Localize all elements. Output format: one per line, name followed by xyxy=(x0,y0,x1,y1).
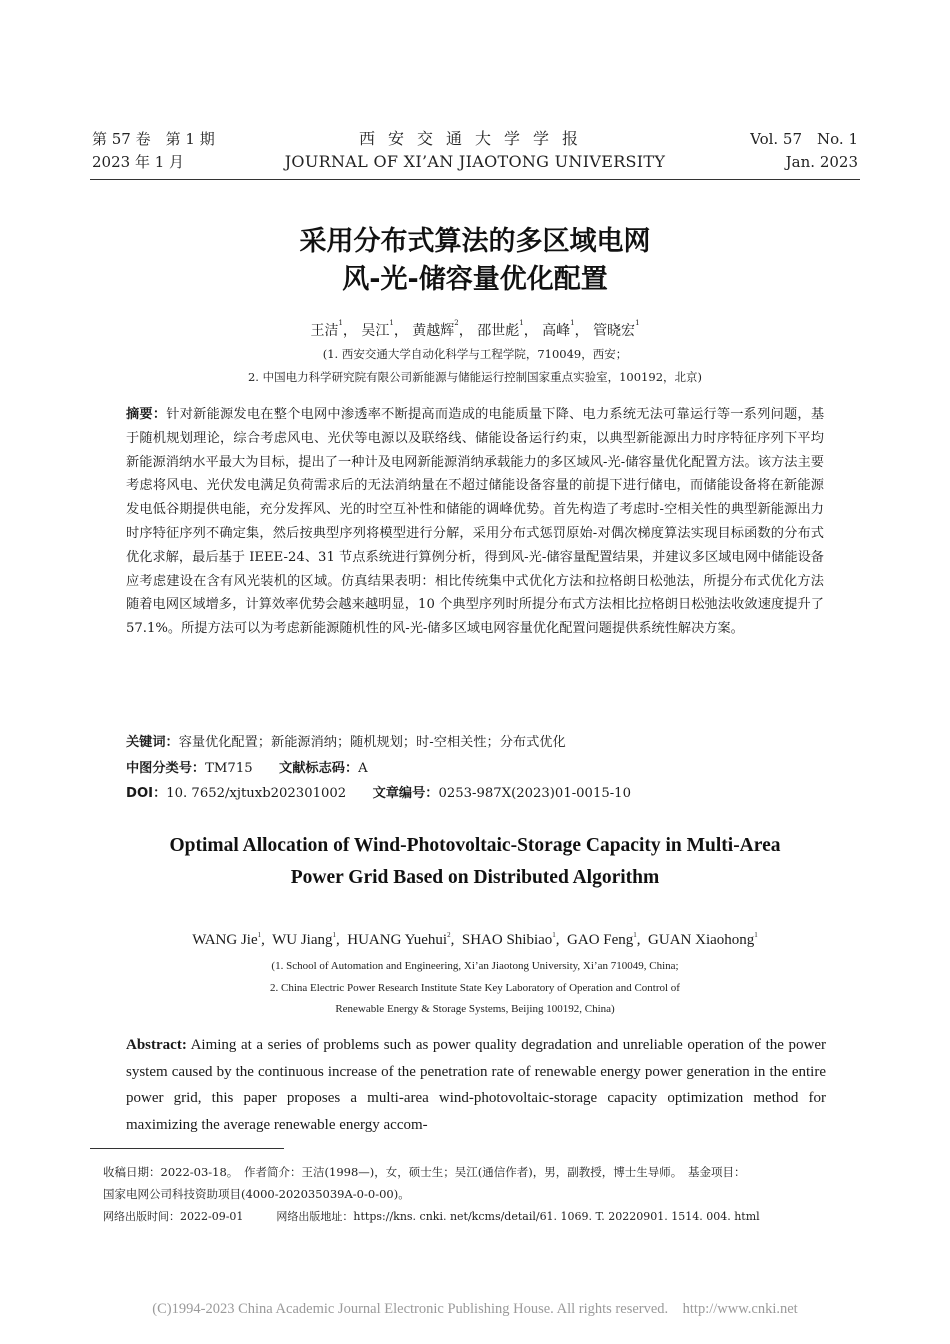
author-name: 王洁 xyxy=(310,323,339,339)
title-en-line1: Optimal Allocation of Wind-Photovoltaic-Storage Capacity in Multi-Area xyxy=(169,835,781,856)
author-affil-mark: 1 xyxy=(519,319,524,327)
author-name: 邵世彪 xyxy=(477,323,520,339)
doi-label: DOI： xyxy=(126,786,167,801)
author-name-en: HUANG Yuehui xyxy=(347,932,448,948)
authors-cn: 王洁$^1$， 吴江$^1$， 黄越辉$^2$， 邵世彪$^1$， 高峰$^1$， 管晓宏$^1$ xyxy=(310,319,640,339)
title-en-line2: Power Grid Based on Distributed Algorithm xyxy=(290,867,660,888)
article-number-value: 0253-987X(2023)01-0015-10 xyxy=(438,786,631,801)
author-name-en: SHAO Shibiao xyxy=(461,932,553,948)
author-affil-mark: 1 xyxy=(570,319,575,327)
doc-code-value: A xyxy=(358,761,368,776)
publication-date-en: Jan. 2023 xyxy=(785,153,858,171)
footnote-rule xyxy=(90,1148,284,1149)
author-name: 管晓宏 xyxy=(593,323,636,339)
author-name: 黄越辉 xyxy=(412,323,455,339)
keywords-cn-label: 关键词： xyxy=(126,735,179,750)
online-time-value: 2022-09-01 xyxy=(180,1210,244,1223)
doi-line xyxy=(126,783,824,805)
keywords-cn xyxy=(126,732,824,754)
author-name: 高峰 xyxy=(542,323,571,339)
article-number-label: 文章编号： xyxy=(372,786,439,801)
doc-code-label: 文献标志码： xyxy=(279,761,359,776)
footnote-received: 收稿日期：2022-03-18。 作者简介：王洁(1998—)，女，硕士生；吴江(通信作者)，男，副教授，博士生导师。 基金项目： xyxy=(103,1165,746,1179)
affiliation-en-1: (1. School of Automation and Engineering, Xi’an Jiaotong University, Xi’an 710049, China; xyxy=(271,960,679,972)
keywords-cn-text: 容量优化配置；新能源消纳；随机规划；时-空相关性；分布式优化 xyxy=(178,735,566,750)
affiliation-cn-2: 2. 中国电力科学研究院有限公司新能源与储能运行控制国家重点实验室，100192，北京) xyxy=(247,370,702,384)
volume-issue-en: Vol. 57 No. 1 xyxy=(750,130,858,148)
online-url-link[interactable]: https://kns. cnki. net/kcms/detail/61. 1069. T. 20220901. 1514. 004. html xyxy=(353,1210,760,1223)
doi-value: 10. 7652/xjtuxb202301002 xyxy=(166,786,347,801)
affiliation-en-3: Renewable Energy & Storage Systems, Beijing 100192, China) xyxy=(335,1003,615,1015)
author-name-en: WU Jiang xyxy=(272,932,333,948)
author-name-en: GAO Feng xyxy=(567,932,634,948)
clc-value: TM715 xyxy=(205,761,253,776)
author-affil-mark: 1 xyxy=(633,931,637,939)
author-affil-mark: 1 xyxy=(338,319,343,327)
publication-date: 2023 年 1 月 xyxy=(92,153,185,171)
online-url-label: 网络出版地址： xyxy=(276,1210,354,1223)
abstract-cn-text: 针对新能源发电在整个电网中渗透率不断提高而造成的电能质量下降、电力系统无法可靠运行等一系列问题，基于随机规划理论，综合考虑风电、光伏等电源以及联络线、储能设备运行约束，以典型新能源出力时序特征序列下平均新能源消纳水平最大为目标，提出了一种计及电网新能源消纳承载能力的多区域风-光-储容量优化配置方法。该方法主要考虑将风电、光伏发电满足负荷需求后的无法消纳量在不超过储能设备容量的前提下进行储电，而储能设备将在新能源发电低谷期提供电能，充分发挥风、光的时空互补性和储能的调峰优势。首先构造了考虑时-空相关性的典型新能源出力时序特征序列不确定集，然后按典型序列将模型进行分解，采用分布式惩罚原始-对偶次梯度算法实现目标函数的分布式优化求解，最后基于 IEEE-24、31 节点系统进行算例分析，得到风-光-储容量配置结果，并建议多区域电网中储能设备应考虑建设在含有风光装机的区域。仿真结果表明：相比传统集中式优化方法和拉格朗日松弛法，所提分布式优化方法随着电网区域增多，计算效率优势会越来越明显，10 个典型序列时所提分布式方法相比拉格朗日松弛法收敛速度提升了 57.1%。所提方法可以为考虑新能源随机性的风-光-储多区域电网容量优化配置问题提供系统性解决方案。 xyxy=(126,407,825,637)
author-affil-mark: 2 xyxy=(447,931,451,939)
authors-en: WANG Jie$^1$, WU Jiang$^1$, HUANG Yuehui$^2$, SHAO Shibiao$^1$, GAO Feng$^1$, GUAN Xiaohong$^1$ xyxy=(192,931,758,948)
author-affil-mark: 1 xyxy=(552,931,556,939)
copyright-watermark: (C)1994-2023 China Academic Journal Electronic Publishing House. All rights reserved. http://www.cnki.net xyxy=(152,1301,798,1317)
author-name-en: GUAN Xiaohong xyxy=(648,932,755,948)
classification-line xyxy=(126,758,824,780)
footnote-funding: 国家电网公司科技资助项目(4000-202035039A-0-0-00)。 xyxy=(103,1187,410,1201)
journal-name-cn: 西安交通大学学报 xyxy=(358,129,591,148)
abstract-en-text: Aiming at a series of problems such as power quality degradation and unreliable operation of the power system caused by the continuous increase of the penetration rate of renewable energy power generation in the entire power grid, this paper proposes a multi-area wind-photovoltaic-storage capacity optimization method for maximizing the average renewable energy accom- xyxy=(126,1037,826,1133)
journal-name-en: JOURNAL OF XI’AN JIAOTONG UNIVERSITY xyxy=(284,152,666,171)
header-rule xyxy=(90,179,860,180)
abstract-cn-label: 摘要： xyxy=(126,407,167,422)
author-affil-mark: 1 xyxy=(332,931,336,939)
author-name: 吴江 xyxy=(361,323,390,339)
footnote-online xyxy=(103,1207,863,1227)
abstract-cn xyxy=(126,403,824,641)
abstract-en xyxy=(126,1032,826,1138)
author-affil-mark: 1 xyxy=(635,319,640,327)
author-affil-mark: 1 xyxy=(257,931,262,939)
affiliation-cn-1: (1. 西安交通大学自动化科学与工程学院，710049，西安； xyxy=(322,347,628,361)
abstract-en-label: Abstract: xyxy=(126,1037,187,1053)
title-cn-line2: 风-光-储容量优化配置 xyxy=(342,264,608,295)
author-affil-mark: 1 xyxy=(389,319,394,327)
title-cn-line1: 采用分布式算法的多区域电网 xyxy=(299,226,651,257)
clc-label: 中图分类号： xyxy=(126,761,206,776)
author-affil-mark: 2 xyxy=(454,319,459,327)
author-name-en: WANG Jie xyxy=(192,932,258,948)
volume-issue: 第 57 卷 第 1 期 xyxy=(92,130,215,148)
affiliation-en-2: 2. China Electric Power Research Institute State Key Laboratory of Operation and Control of xyxy=(270,982,680,994)
author-affil-mark: 1 xyxy=(754,931,758,939)
online-time-label: 网络出版时间： xyxy=(103,1210,180,1223)
